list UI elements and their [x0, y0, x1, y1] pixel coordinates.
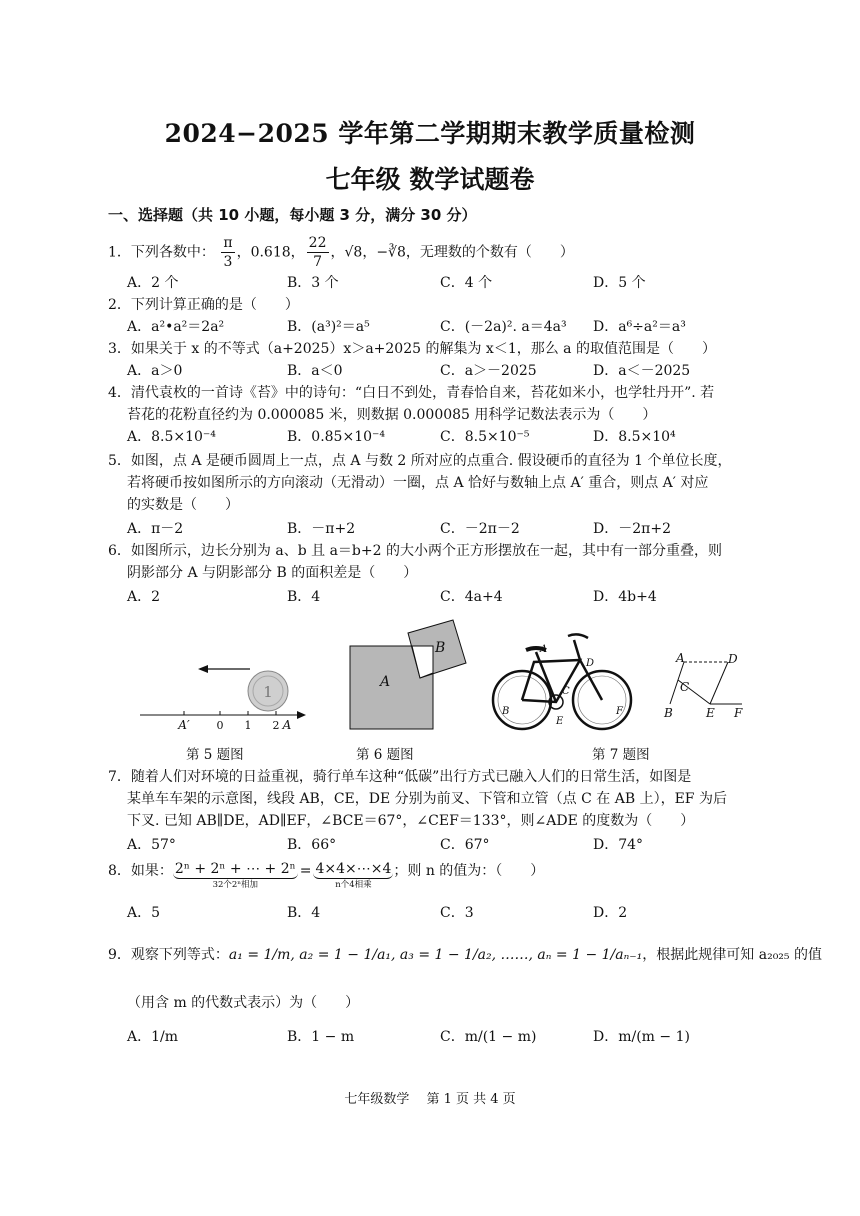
figure-7-frame-diagram: [662, 652, 750, 722]
option-b[interactable]: B．0.85×10⁻⁴: [287, 429, 386, 445]
point-a-label: A: [282, 718, 292, 732]
figure-7-bicycle: [484, 628, 640, 732]
option-a[interactable]: A．8.5×10⁻⁴: [127, 429, 216, 445]
figure-6-squares: [348, 618, 470, 733]
option-a[interactable]: A．57°: [127, 837, 176, 853]
question-text: 如果关于 x 的不等式（a+2025）x＞a+2025 的解集为 x＜1，那么 a 的取值范围是（ ）: [130, 341, 716, 357]
option-b[interactable]: B．3 个: [287, 275, 339, 291]
option-a[interactable]: A．π－2: [127, 521, 184, 537]
figure-6-caption: 第 6 题图: [356, 747, 414, 763]
tick-label-2: 2: [272, 719, 280, 732]
option-d[interactable]: D．4b+4: [593, 589, 657, 605]
options-q9: [127, 1026, 767, 1048]
exam-subtitle: 七年级 数学试题卷: [325, 165, 535, 194]
option-b[interactable]: B．1 − m: [287, 1029, 355, 1045]
options-q6: [127, 586, 767, 608]
options-q7: [127, 834, 767, 856]
question-text: 阴影部分 A 与阴影部分 B 的面积差是（ ）: [127, 565, 418, 581]
option-d[interactable]: D．74°: [593, 837, 644, 853]
option-b[interactable]: B．(a³)²＝a⁵: [287, 319, 370, 335]
question-4: [108, 382, 714, 426]
question-text: 下列计算正确的是（ ）: [130, 297, 299, 313]
fraction-pi-over-3: $\frac{\pi}{3}$: [223, 235, 233, 270]
tick-label-1: 1: [244, 719, 252, 732]
option-d[interactable]: D．8.5×10⁴: [593, 429, 676, 445]
question-text: ；则 n 的值为：（ ）: [393, 863, 545, 879]
question-text: 随着人们对环境的日益重视，骑行单车这种“低碳”出行方式已融入人们的日常生活，如图是: [130, 769, 692, 785]
option-a[interactable]: A．a²•a²＝2a²: [127, 319, 225, 335]
options-q2: [127, 316, 767, 338]
question-text: 苔花的花粉直径约为 0.000085 米，则数据 0.000085 用科学记数法表示为（ ）: [127, 407, 657, 423]
question-1: [108, 234, 574, 271]
question-text: 如果：: [130, 863, 173, 879]
frame-label-a: A: [676, 651, 685, 665]
question-number: 1．: [108, 244, 131, 261]
option-a[interactable]: A．5: [127, 905, 161, 921]
option-c[interactable]: C．(－2a)². a＝4a³: [440, 319, 567, 335]
tick-label-a-prime: A′: [178, 718, 190, 732]
frame-label-b: B: [664, 706, 673, 720]
option-c[interactable]: C．67°: [440, 837, 490, 853]
question-text: 下列各数中：: [130, 244, 215, 261]
option-d[interactable]: D．2: [593, 905, 628, 921]
option-c[interactable]: C．m/(1 − m): [440, 1029, 537, 1045]
options-q3: [127, 360, 767, 382]
question-number: 9．: [108, 947, 131, 963]
bike-label-b: B: [502, 706, 510, 717]
question-9: [108, 944, 822, 966]
frame-label-e: E: [706, 706, 715, 720]
option-d[interactable]: D．－2π+2: [593, 521, 671, 537]
question-number: 6．: [108, 543, 131, 559]
question-7: [108, 766, 727, 832]
question-5: [108, 450, 731, 516]
options-q4: [127, 426, 767, 448]
tick-label-0: 0: [216, 719, 224, 732]
question-text: 如图，点 A 是硬币圆周上一点，点 A 与数 2 所对应的点重合. 假设硬币的直径为 1 个单位长度，: [130, 453, 732, 469]
question-text: ，0.618，: [236, 244, 305, 261]
option-b[interactable]: B．4: [287, 589, 321, 605]
handlebar: [568, 634, 588, 638]
sequence-formula: a₁ = 1/m, a₂ = 1 − 1/a₁, a₃ = 1 − 1/a₂, ……, aₙ = 1 − 1/aₙ₋₁: [228, 947, 643, 963]
option-b[interactable]: B．4: [287, 905, 321, 921]
option-a[interactable]: A．a＞0: [127, 363, 183, 379]
bike-label-f: F: [616, 706, 623, 717]
question-number: 5．: [108, 453, 131, 469]
option-a[interactable]: A．1/m: [127, 1029, 179, 1045]
option-d[interactable]: D．m/(m − 1): [593, 1029, 690, 1045]
option-a[interactable]: A．2 个: [127, 275, 179, 291]
question-text: 下叉. 已知 AB∥DE，AD∥EF，∠BCE＝67°，∠CEF＝133°，则∠ADE 的度数为（ ）: [127, 813, 695, 829]
question-number: 2．: [108, 297, 131, 313]
number-line-arrow: [297, 711, 306, 719]
options-q1: [127, 272, 767, 294]
option-b[interactable]: B．a＜0: [287, 363, 343, 379]
underbrace-product: 4×4×⋯×4 n个4相乘: [315, 861, 392, 890]
question-number: 7．: [108, 769, 131, 785]
coin-digit: 1: [263, 683, 273, 701]
options-q5: [127, 518, 767, 540]
bike-label-a: A: [540, 644, 548, 655]
question-3: [108, 338, 716, 360]
frame-label-c: C: [680, 680, 690, 694]
option-b[interactable]: B．－π+2: [287, 521, 356, 537]
option-a[interactable]: A．2: [127, 589, 161, 605]
region-a-label: A: [380, 674, 391, 690]
bike-label-d: D: [586, 658, 595, 669]
question-number: 4．: [108, 385, 131, 401]
region-b-label: B: [435, 640, 446, 656]
question-number: 8．: [108, 863, 131, 879]
fraction-22-over-7: $\frac{22}{7}$: [308, 235, 327, 270]
section-heading: 一、选择题（共 10 小题，每小题 3 分，满分 30 分）: [108, 206, 477, 224]
option-c[interactable]: C．4 个: [440, 275, 493, 291]
frame-label-d: D: [728, 652, 738, 666]
figure-7-caption: 第 7 题图: [592, 747, 650, 763]
bike-label-c: C: [562, 686, 570, 697]
page-footer: 七年级数学 第 1 页 共 4 页: [344, 1092, 516, 1107]
frame-label-f: F: [734, 706, 743, 720]
underbrace-sum: 2ⁿ + 2ⁿ + ⋯ + 2ⁿ 32个2ⁿ相加: [174, 861, 296, 890]
question-text: ，根据此规律可知 a₂₀₂₅ 的值: [642, 947, 822, 963]
question-text: ，√8，−∛8，无理数的个数有（ ）: [330, 244, 574, 261]
options-q8: [127, 902, 767, 924]
segment-de: [710, 662, 728, 704]
option-b[interactable]: B．66°: [287, 837, 337, 853]
arrow-head: [198, 665, 208, 673]
bike-label-e: E: [556, 716, 564, 727]
figure-5-caption: 第 5 题图: [186, 747, 244, 763]
question-text: 某单车车架的示意图，线段 AB，CE，DE 分别为前叉、下管和立管（点 C 在 AB 上），EF 为后: [127, 791, 727, 807]
question-text: 清代袁枚的一首诗《苔》中的诗句：“白日不到处，青春恰自来，苔花如米小，也学牡丹开”. 若: [130, 385, 715, 401]
option-d[interactable]: D．a⁶÷a²＝a³: [593, 319, 686, 335]
option-c[interactable]: C．4a+4: [440, 589, 503, 605]
question-9-line-2: （用含 m 的代数式表示）为（ ）: [127, 995, 360, 1011]
option-c[interactable]: C．8.5×10⁻⁵: [440, 429, 530, 445]
question-number: 3．: [108, 341, 131, 357]
question-2: [108, 294, 299, 316]
exam-title: 2024−2025 学年第二学期期末教学质量检测: [164, 119, 696, 148]
question-text: 若将硬币按如图所示的方向滚动（无滑动）一圈，点 A 恰好与数轴上点 A′ 重合，则点 A′ 对应: [127, 475, 709, 491]
figure-5-number-line: [138, 655, 313, 740]
option-d[interactable]: D．5 个: [593, 275, 646, 291]
question-text: 的实数是（ ）: [127, 497, 239, 513]
equals-sign: =: [299, 863, 312, 879]
stem: [574, 640, 580, 660]
question-text: 观察下列等式：: [130, 947, 229, 963]
question-text: 如图所示，边长分别为 a、b 且 a＝b+2 的大小两个正方形摆放在一起，其中有一部分重叠，则: [130, 543, 722, 559]
option-c[interactable]: C．a＞－2025: [440, 363, 537, 379]
question-6: [108, 540, 722, 584]
option-c[interactable]: C．－2π－2: [440, 521, 520, 537]
option-c[interactable]: C．3: [440, 905, 474, 921]
question-8: [108, 860, 544, 891]
option-d[interactable]: D．a＜－2025: [593, 363, 691, 379]
